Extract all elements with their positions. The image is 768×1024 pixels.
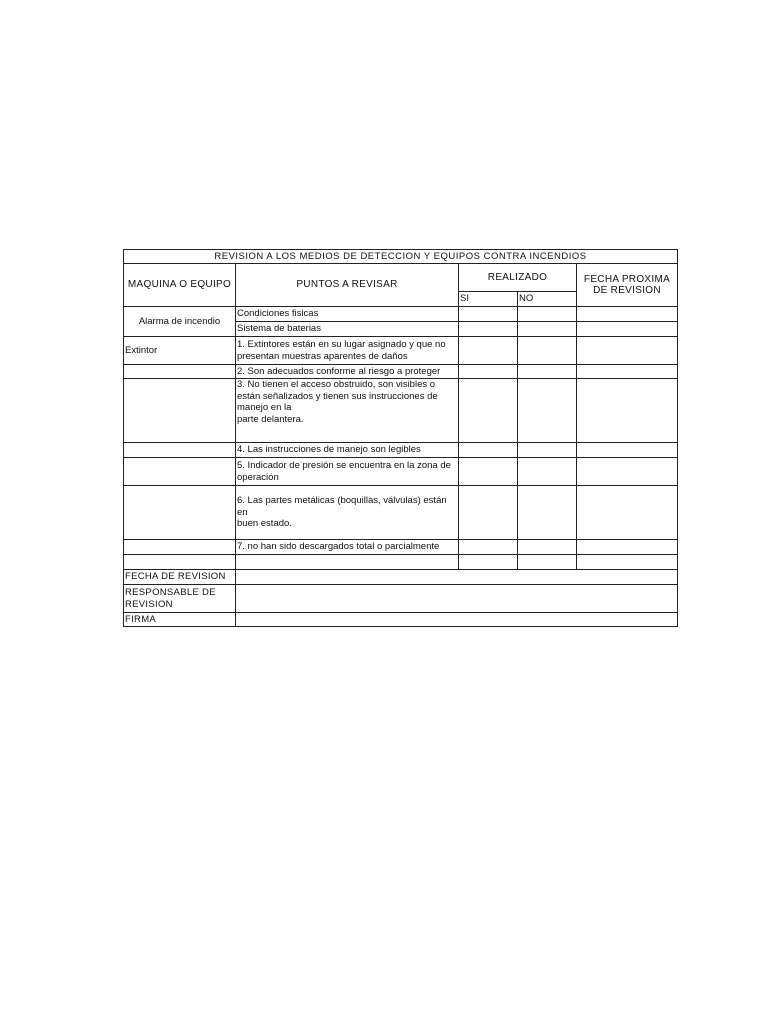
cell-next-date[interactable] [577,379,678,443]
form-title: REVISION A LOS MEDIOS DE DETECCION Y EQUIPOS CONTRA INCENDIOS [124,250,678,264]
equipment-cell-empty [124,365,236,379]
label-responsible: RESPONSABLE DE REVISION [124,585,236,613]
header-yes: SI [459,292,518,307]
cell-next-date[interactable] [577,555,678,570]
point-cell-empty [236,555,459,570]
cell-no[interactable] [518,379,577,443]
cell-no[interactable] [518,555,577,570]
cell-next-date[interactable] [577,307,678,322]
cell-si[interactable] [459,555,518,570]
inspection-table [123,249,678,627]
point-alarm-2: Sistema de baterias [236,322,459,337]
cell-next-date[interactable] [577,443,678,458]
label-signature: FIRMA [124,613,236,627]
header-no: NO [518,292,577,307]
point-alarm-1: Condiciones fisicas [236,307,459,322]
cell-no[interactable] [518,486,577,540]
cell-next-date[interactable] [577,337,678,365]
header-points: PUNTOS A REVISAR [236,264,459,307]
equipment-cell-empty [124,458,236,486]
point-ext-5: 5. Indicador de presión se encuentra en la zona de operación [236,458,459,486]
responsible-field[interactable] [236,585,678,613]
point-ext-1: 1. Extintores están en su lugar asignado y que no presentan muestras aparentes de daños [236,337,459,365]
review-date-field[interactable] [236,570,678,585]
header-next-date: FECHA PROXIMA DE REVISION [577,264,678,307]
cell-no[interactable] [518,458,577,486]
cell-next-date[interactable] [577,365,678,379]
cell-next-date[interactable] [577,540,678,555]
cell-si[interactable] [459,443,518,458]
inspection-form [123,249,678,627]
equipment-cell-empty [124,486,236,540]
cell-si[interactable] [459,365,518,379]
cell-si[interactable] [459,307,518,322]
cell-next-date[interactable] [577,322,678,337]
equipment-cell-empty [124,443,236,458]
point-ext-2: 2. Son adecuados conforme al riesgo a proteger [236,365,459,379]
cell-si[interactable] [459,540,518,555]
cell-si[interactable] [459,486,518,540]
cell-si[interactable] [459,337,518,365]
cell-no[interactable] [518,365,577,379]
equipment-cell-empty [124,379,236,443]
cell-si[interactable] [459,379,518,443]
cell-no[interactable] [518,540,577,555]
cell-next-date[interactable] [577,458,678,486]
cell-si[interactable] [459,458,518,486]
equipment-alarm: Alarma de incendio [124,307,236,337]
point-ext-4: 4. Las instrucciones de manejo son legibles [236,443,459,458]
equipment-cell-empty [124,540,236,555]
cell-si[interactable] [459,322,518,337]
equipment-extinguisher: Extintor [124,337,236,365]
equipment-cell-empty [124,555,236,570]
cell-no[interactable] [518,307,577,322]
cell-no[interactable] [518,322,577,337]
cell-next-date[interactable] [577,486,678,540]
header-equipment: MAQUINA O EQUIPO [124,264,236,307]
cell-no[interactable] [518,443,577,458]
label-review-date: FECHA DE REVISION [124,570,236,585]
point-ext-6: 6. Las partes metálicas (boquillas, válvulas) están en buen estado. [236,486,459,540]
signature-field[interactable] [236,613,678,627]
point-ext-7: 7. no han sido descargados total o parcialmente [236,540,459,555]
header-done: REALIZADO [459,264,577,292]
cell-no[interactable] [518,337,577,365]
point-ext-3: 3. No tienen el acceso obstruido, son visibles o están señalizados y tienen sus instrucciones de manejo en la parte delantera. [236,379,459,443]
